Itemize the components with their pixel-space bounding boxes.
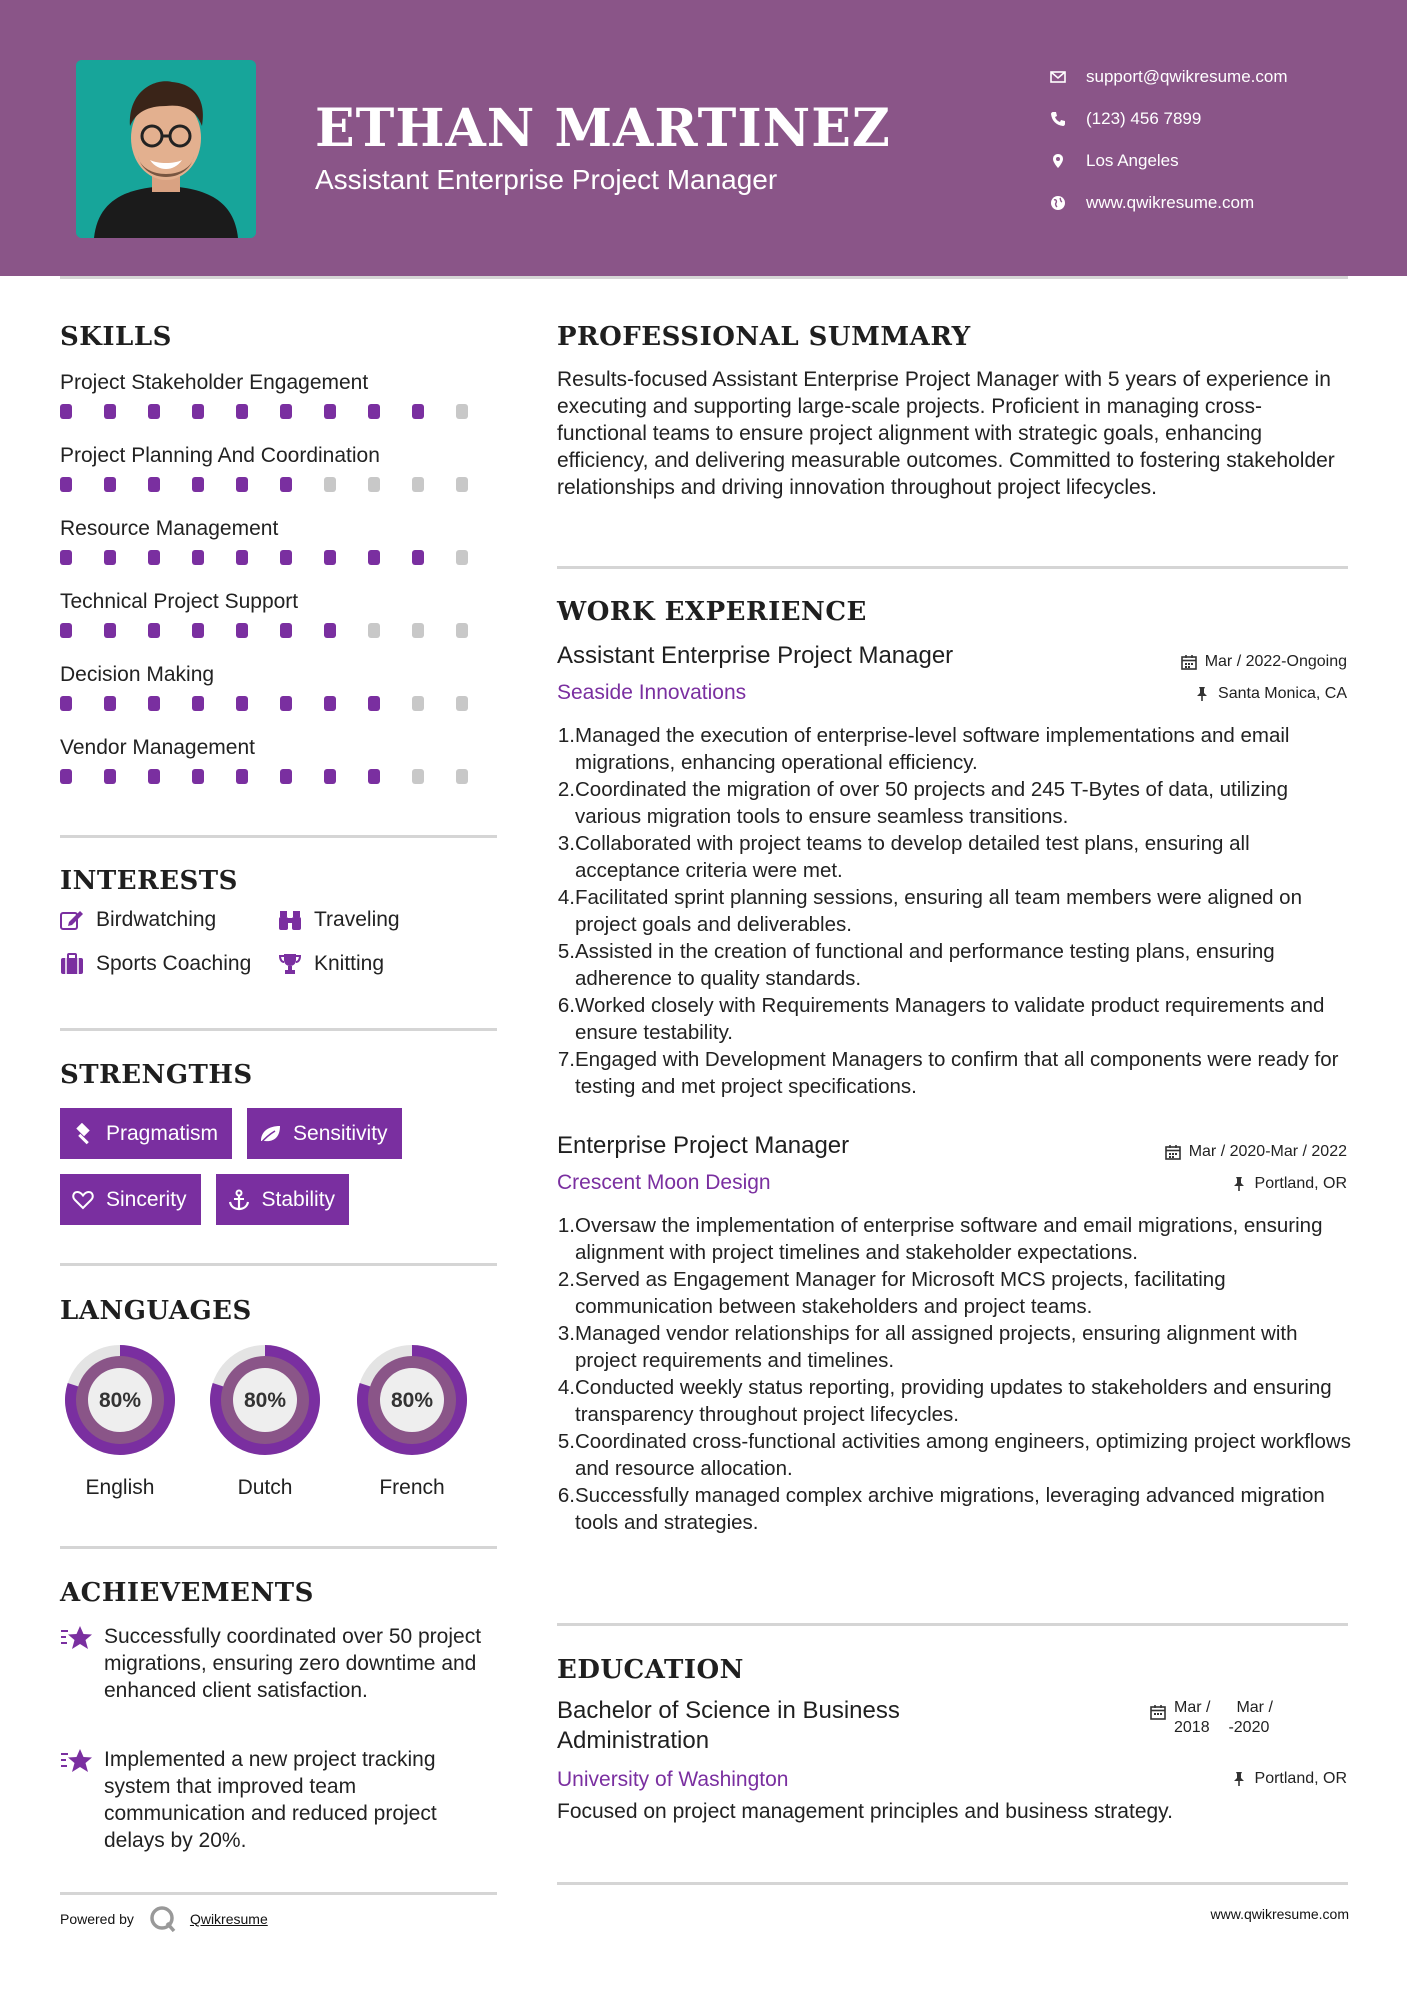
skill-rating xyxy=(60,696,500,711)
language-percent: 80% xyxy=(98,1389,142,1412)
rating-dot-empty xyxy=(412,769,424,784)
pushpin-icon xyxy=(1231,1771,1247,1787)
rating-dot-empty xyxy=(412,623,424,638)
map-pin-icon xyxy=(1050,153,1086,169)
bullet-text: Successfully managed complex archive migrations, leveraging advanced migration tools and strategies. xyxy=(575,1484,1325,1534)
rating-dot-filled xyxy=(192,696,204,711)
rating-dot-filled xyxy=(412,404,424,419)
bullet-number: 4. xyxy=(557,886,575,909)
bullet-number: 7. xyxy=(557,1048,575,1071)
rating-dot-empty xyxy=(456,477,468,492)
skill-label: Project Planning And Coordination xyxy=(60,444,380,467)
interests-divider xyxy=(60,1028,497,1031)
rating-dot-filled xyxy=(412,550,424,565)
rating-dot-filled xyxy=(368,696,380,711)
skill-row xyxy=(60,587,500,638)
experience-divider xyxy=(557,1623,1348,1626)
bullet-number: 2. xyxy=(557,778,575,801)
calendar-icon xyxy=(1165,1144,1181,1160)
achievement-text: Implemented a new project tracking system that improved team communication and reduced project delays by 20%. xyxy=(104,1748,437,1852)
rating-dot-filled xyxy=(236,550,248,565)
star-icon xyxy=(60,1748,94,1774)
bullet-text: Conducted weekly status reporting, providing updates to stakeholders and ensuring transparency throughout project lifecycles. xyxy=(575,1376,1332,1426)
achievement-item xyxy=(60,1623,500,1704)
bullet-text: Oversaw the implementation of enterprise software and email migrations, ensuring alignment with project timelines and stakeholder expectations. xyxy=(575,1214,1323,1264)
globe-icon xyxy=(1050,195,1086,211)
bullet-number: 2. xyxy=(557,1268,575,1291)
contact-list xyxy=(1050,56,1288,224)
education-end-year-row xyxy=(1228,1718,1272,1738)
bullet-text: Managed vendor relationships for all assigned projects, ensuring alignment with project requirements and timelines. xyxy=(575,1322,1298,1372)
rating-dot-filled xyxy=(60,769,72,784)
language-name: French xyxy=(379,1476,445,1499)
bullet-number: 5. xyxy=(557,940,575,963)
job-bullet xyxy=(555,830,1355,884)
bullet-number: 1. xyxy=(557,1214,575,1237)
contact-location xyxy=(1050,140,1288,182)
job-location-text: Santa Monica, CA xyxy=(1218,685,1347,702)
pushpin-icon xyxy=(1194,686,1210,702)
rating-dot-filled xyxy=(192,550,204,565)
bullet-number: 6. xyxy=(557,1484,575,1507)
education-end-year: 2020 xyxy=(1233,1719,1270,1736)
calendar-icon xyxy=(1150,1704,1166,1720)
rating-dot-empty xyxy=(412,696,424,711)
job-bullet xyxy=(555,992,1355,1046)
resume-header xyxy=(0,0,1407,276)
rating-dot-filled xyxy=(60,623,72,638)
strength-chip xyxy=(60,1108,232,1159)
interest-item xyxy=(278,950,478,978)
rating-dot-filled xyxy=(368,769,380,784)
rating-dot-empty xyxy=(456,696,468,711)
rating-dot-filled xyxy=(236,696,248,711)
contact-website[interactable] xyxy=(1050,182,1288,224)
rating-dot-filled xyxy=(280,769,292,784)
rating-dot-filled xyxy=(192,404,204,419)
qwikresume-logo-icon xyxy=(148,1904,178,1934)
skill-rating xyxy=(60,477,500,492)
heart-icon xyxy=(72,1189,94,1211)
job-location xyxy=(1194,685,1347,703)
qwikresume-link[interactable]: Qwikresume xyxy=(189,1911,268,1927)
rating-dot-empty xyxy=(412,477,424,492)
company-name: Crescent Moon Design xyxy=(557,1171,771,1194)
trophy-icon xyxy=(278,953,302,975)
powered-by-text: Powered by xyxy=(60,1911,134,1927)
rating-dot-filled xyxy=(192,477,204,492)
job-bullet xyxy=(555,1428,1355,1482)
contact-email[interactable] xyxy=(1050,56,1288,98)
rating-dot-empty xyxy=(456,623,468,638)
pencil-square-icon xyxy=(60,909,84,931)
skill-row xyxy=(60,368,500,419)
rating-dot-filled xyxy=(104,696,116,711)
rating-dot-filled xyxy=(60,404,72,419)
interest-item xyxy=(278,906,478,934)
skills-divider xyxy=(60,835,497,838)
pushpin-icon xyxy=(1231,1176,1247,1192)
skill-rating xyxy=(60,769,500,784)
school-name: University of Washington xyxy=(557,1768,789,1791)
rating-dot-filled xyxy=(324,550,336,565)
job-bullet xyxy=(555,1046,1355,1100)
rating-dot-empty xyxy=(324,477,336,492)
education-location xyxy=(1231,1770,1347,1788)
language-percent: 80% xyxy=(243,1389,287,1412)
job-bullets xyxy=(555,722,1355,1100)
job-bullet xyxy=(555,722,1355,776)
education-end-month: Mar / xyxy=(1236,1699,1273,1716)
skill-rating xyxy=(60,550,500,565)
summary-text: Results-focused Assistant Enterprise Project Manager with 5 years of experience in executing and supporting large-scale projects. Proficient in managing cross-functional teams to ensure project alignment with strategic goals, enhancing efficiency, and delivering measurable outcomes. Committed to fostering stakeholder relationships and driving innovation throughout project lifecycles. xyxy=(557,368,1335,499)
footer-divider-left xyxy=(60,1892,497,1895)
header-divider xyxy=(60,276,1348,279)
bullet-text: Worked closely with Requirements Managers to validate product requirements and ensure testability. xyxy=(575,994,1325,1044)
languages-divider xyxy=(60,1546,497,1549)
job-title: Assistant Enterprise Project Manager xyxy=(557,642,954,669)
star-icon xyxy=(60,1625,94,1651)
languages-heading: LANGUAGES xyxy=(60,1296,252,1326)
achievement-item xyxy=(60,1746,500,1854)
achievement-text: Successfully coordinated over 50 project migrations, ensuring zero downtime and enhanced client satisfaction. xyxy=(104,1625,482,1702)
summary-heading: PROFESSIONAL SUMMARY xyxy=(557,322,971,352)
job-bullet xyxy=(555,1212,1355,1266)
person-avatar-icon xyxy=(76,60,256,238)
job-date-text: Mar / 2022-Ongoing xyxy=(1204,653,1347,670)
job-location xyxy=(1231,1175,1347,1193)
rating-dot-empty xyxy=(368,623,380,638)
education-start-month: Mar / xyxy=(1174,1699,1211,1716)
rating-dot-filled xyxy=(104,404,116,419)
skill-row xyxy=(60,733,500,784)
bullet-number: 3. xyxy=(557,1322,575,1345)
binoculars-icon xyxy=(278,909,302,931)
rating-dot-filled xyxy=(280,404,292,419)
rating-dot-filled xyxy=(236,769,248,784)
skill-label: Decision Making xyxy=(60,663,215,686)
interest-label: Sports Coaching xyxy=(96,952,252,975)
language-percent: 80% xyxy=(390,1389,434,1412)
strength-chip xyxy=(60,1174,201,1225)
job-bullet xyxy=(555,1482,1355,1536)
skill-rating xyxy=(60,404,500,419)
rating-dot-filled xyxy=(192,623,204,638)
interest-item xyxy=(60,906,278,934)
language-name: English xyxy=(85,1476,155,1499)
rating-dot-filled xyxy=(148,477,160,492)
rating-dot-filled xyxy=(280,477,292,492)
rating-dot-filled xyxy=(60,550,72,565)
job-bullet xyxy=(555,938,1355,992)
skills-heading: SKILLS xyxy=(60,322,172,352)
rating-dot-empty xyxy=(368,477,380,492)
rating-dot-filled xyxy=(148,696,160,711)
skill-label: Project Stakeholder Engagement xyxy=(60,371,369,394)
rating-dot-filled xyxy=(104,550,116,565)
job-location-text: Portland, OR xyxy=(1254,1175,1347,1192)
job-bullet xyxy=(555,1374,1355,1428)
rating-dot-filled xyxy=(192,769,204,784)
interest-label: Knitting xyxy=(314,952,385,975)
strength-chip xyxy=(247,1108,402,1159)
contact-email-text: support@qwikresume.com xyxy=(1086,67,1288,86)
job-date-text: Mar / 2020-Mar / 2022 xyxy=(1188,1143,1347,1160)
job-date xyxy=(1181,653,1347,671)
rating-dot-filled xyxy=(236,477,248,492)
rating-dot-filled xyxy=(60,696,72,711)
skill-label: Resource Management xyxy=(60,517,279,540)
footer-website[interactable]: www.qwikresume.com xyxy=(1210,1906,1349,1922)
bullet-text: Served as Engagement Manager for Microsoft MCS projects, facilitating communication between stakeholders and project teams. xyxy=(575,1268,1226,1318)
rating-dot-filled xyxy=(324,696,336,711)
language-name: Dutch xyxy=(237,1476,293,1499)
phone-icon xyxy=(1050,111,1086,127)
contact-location-text: Los Angeles xyxy=(1086,151,1179,170)
rating-dot-empty xyxy=(456,404,468,419)
achievements-heading: ACHIEVEMENTS xyxy=(60,1578,314,1608)
anchor-icon xyxy=(228,1189,250,1211)
interest-label: Traveling xyxy=(314,908,400,931)
strength-label: Stability xyxy=(261,1187,336,1211)
rating-dot-filled xyxy=(368,404,380,419)
powered-by xyxy=(60,1904,268,1934)
interest-item xyxy=(60,950,278,978)
education-date xyxy=(1150,1698,1273,1738)
rating-dot-filled xyxy=(236,404,248,419)
skill-label: Technical Project Support xyxy=(60,590,299,613)
education-heading: EDUCATION xyxy=(557,1655,744,1685)
rating-dot-filled xyxy=(280,696,292,711)
rating-dot-filled xyxy=(368,550,380,565)
summary-divider xyxy=(557,566,1348,569)
skill-row xyxy=(60,660,500,711)
language-progress-ring xyxy=(350,1338,474,1462)
candidate-role: Assistant Enterprise Project Manager xyxy=(315,164,778,195)
language-progress-ring xyxy=(58,1338,182,1462)
rating-dot-filled xyxy=(104,769,116,784)
rating-dot-filled xyxy=(324,769,336,784)
footer-divider-right xyxy=(557,1882,1348,1885)
job-title: Enterprise Project Manager xyxy=(557,1132,850,1159)
experience-heading: WORK EXPERIENCE xyxy=(557,597,867,627)
interests-heading: INTERESTS xyxy=(60,866,238,896)
envelope-icon xyxy=(1050,69,1086,85)
bullet-text: Assisted in the creation of functional and performance testing plans, ensuring adherence to quality standards. xyxy=(575,940,1275,990)
rating-dot-filled xyxy=(148,623,160,638)
bullet-number: 6. xyxy=(557,994,575,1017)
rating-dot-filled xyxy=(148,404,160,419)
rating-dot-empty xyxy=(456,550,468,565)
skill-rating xyxy=(60,623,500,638)
bullet-text: Collaborated with project teams to develop detailed test plans, ensuring all acceptance criteria were met. xyxy=(575,832,1250,882)
rating-dot-filled xyxy=(324,404,336,419)
interest-label: Birdwatching xyxy=(96,908,217,931)
rating-dot-filled xyxy=(148,769,160,784)
job-bullet xyxy=(555,1320,1355,1374)
job-bullet xyxy=(555,1266,1355,1320)
education-start xyxy=(1174,1698,1210,1738)
language-item xyxy=(203,1338,327,1500)
bullet-text: Coordinated cross-functional activities among engineers, optimizing project workflows and resource allocation. xyxy=(575,1430,1351,1480)
briefcase-icon xyxy=(60,953,84,975)
interests-list xyxy=(60,906,500,978)
skill-row xyxy=(60,514,500,565)
bullet-text: Coordinated the migration of over 50 projects and 245 T-Bytes of data, utilizing various migration tools to ensure seamless transitions. xyxy=(575,778,1288,828)
rating-dot-filled xyxy=(60,477,72,492)
skill-label: Vendor Management xyxy=(60,736,255,759)
profile-photo xyxy=(76,60,256,238)
rating-dot-filled xyxy=(280,550,292,565)
education-location-text: Portland, OR xyxy=(1254,1770,1347,1787)
education-start-year: 2018 xyxy=(1174,1719,1210,1736)
strengths-heading: STRENGTHS xyxy=(60,1060,253,1090)
contact-phone[interactable] xyxy=(1050,98,1288,140)
rating-dot-empty xyxy=(456,769,468,784)
rating-dot-filled xyxy=(236,623,248,638)
education-end xyxy=(1228,1698,1272,1738)
bullet-text: Managed the execution of enterprise-level software implementations and email migrations, enhancing operational efficiency. xyxy=(575,724,1290,774)
strength-label: Pragmatism xyxy=(106,1121,219,1145)
bullet-number: 5. xyxy=(557,1430,575,1453)
contact-phone-text: (123) 456 7899 xyxy=(1086,109,1202,128)
bullet-number: 3. xyxy=(557,832,575,855)
contact-website-text: www.qwikresume.com xyxy=(1086,193,1255,212)
strength-label: Sensitivity xyxy=(293,1121,388,1145)
language-item xyxy=(58,1338,182,1500)
job-bullets xyxy=(555,1212,1355,1536)
rating-dot-filled xyxy=(324,623,336,638)
bullet-text: Facilitated sprint planning sessions, ensuring all team members were aligned on project goals and deliverables. xyxy=(575,886,1302,936)
company-name: Seaside Innovations xyxy=(557,681,747,704)
language-progress-ring xyxy=(203,1338,327,1462)
rating-dot-filled xyxy=(104,623,116,638)
job-bullet xyxy=(555,776,1355,830)
leaf-icon xyxy=(259,1123,281,1145)
rating-dot-filled xyxy=(148,550,160,565)
calendar-icon xyxy=(1181,654,1197,670)
strength-label: Sincerity xyxy=(106,1187,187,1211)
rating-dot-filled xyxy=(104,477,116,492)
skill-row xyxy=(60,441,500,492)
bullet-number: 1. xyxy=(557,724,575,747)
degree-title: Bachelor of Science in Business Administration xyxy=(557,1697,900,1754)
strengths-divider xyxy=(60,1263,497,1266)
rating-dot-filled xyxy=(280,623,292,638)
job-bullet xyxy=(555,884,1355,938)
job-date xyxy=(1165,1143,1347,1161)
bullet-text: Engaged with Development Managers to confirm that all components were ready for testing and met project specifications. xyxy=(575,1048,1339,1098)
language-item xyxy=(350,1338,474,1500)
education-date-dash: - xyxy=(1228,1719,1234,1736)
bullet-number: 4. xyxy=(557,1376,575,1399)
candidate-name: ETHAN MARTINEZ xyxy=(315,98,891,159)
gavel-icon xyxy=(72,1123,94,1145)
education-description: Focused on project management principles and business strategy. xyxy=(557,1800,1173,1823)
strengths-list xyxy=(60,1108,500,1225)
strength-chip xyxy=(216,1174,350,1225)
